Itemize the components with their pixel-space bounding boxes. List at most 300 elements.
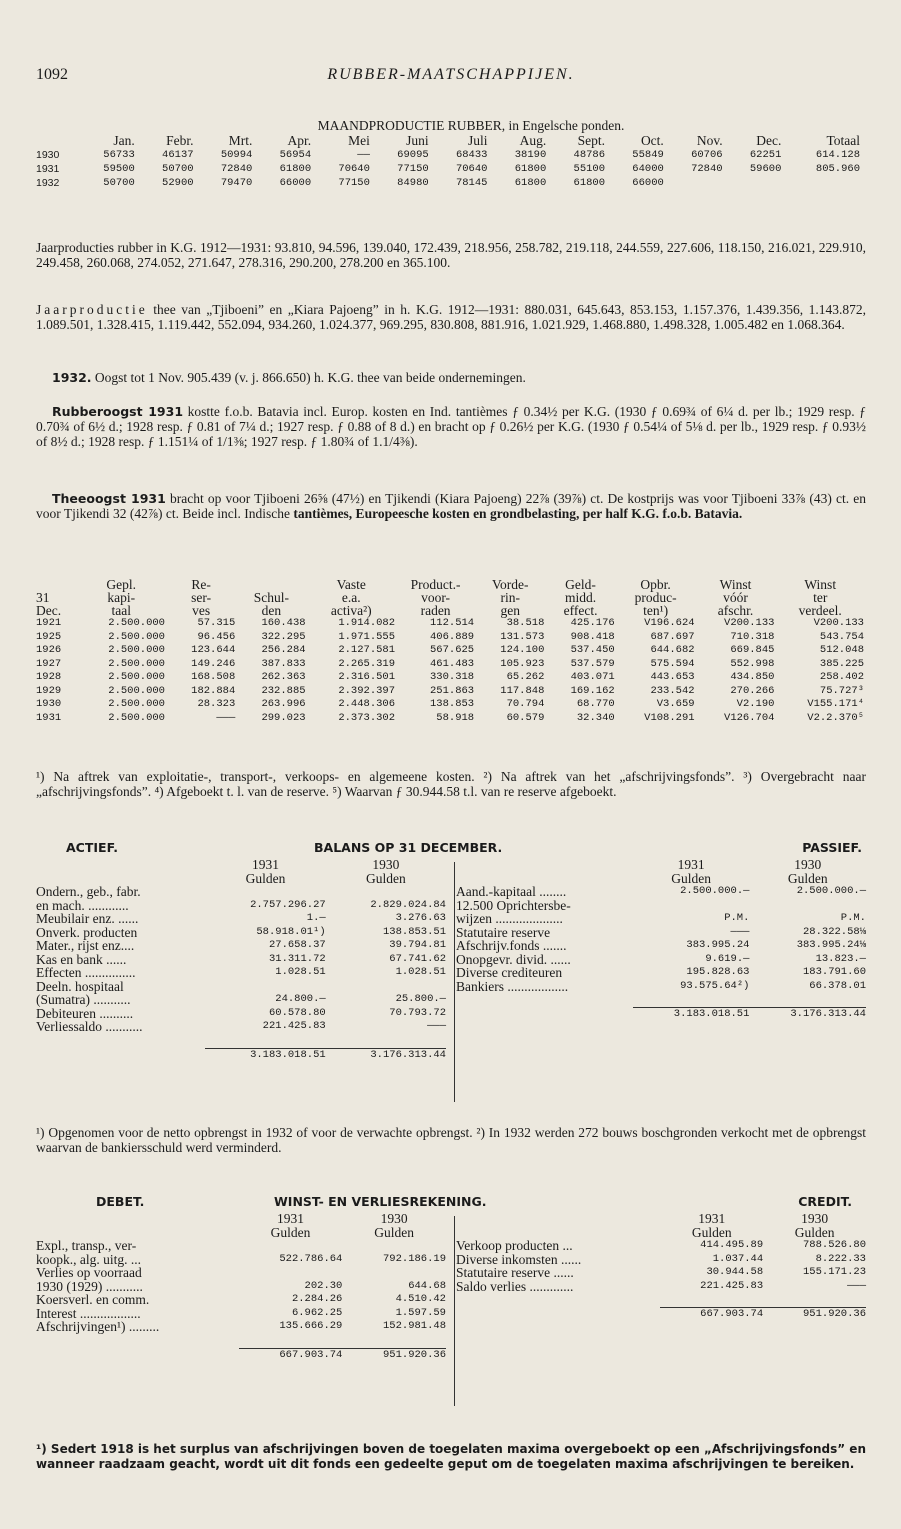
monthly-cell: 59600 xyxy=(749,163,782,175)
financial-notes: ¹) Na aftrek van exploitatie-, transport-, verkoops- en algemeene kosten. ²) Na aftrek van het „afschrijvingsfonds”. ³) Overgebracht naar „afschrijvingsfonds”. ⁴) Afgeboekt t. l. van de reserve. ⁵) Waarvan ƒ 30.944.58 t.l. van re reserve afgeboekt. xyxy=(36,769,866,799)
winst-credit-label: Verkoop producten ... xyxy=(456,1238,573,1253)
balans-passief-value: P.M. xyxy=(724,912,750,924)
financial-cell: 687.697 xyxy=(650,630,695,643)
balans-passief-unit: Gulden xyxy=(787,870,828,886)
financial-cell: V108.291 xyxy=(644,711,695,724)
balans-passief-value: ——— xyxy=(730,925,750,938)
financial-cell: V126.704 xyxy=(724,711,775,724)
monthly-column-header: Jan. xyxy=(113,133,135,148)
monthly-cell xyxy=(787,176,866,190)
financial-year: 1925 xyxy=(36,630,62,643)
winst-credit-gap xyxy=(456,1293,866,1308)
balans-passief-label: Aand.-kapitaal ........ xyxy=(456,884,567,899)
monthly-cell: 50700 xyxy=(162,163,194,175)
thee-body: thee van „Tjiboeni” en „Kiara Pajoeng” in h. K.G. 1912—1931: 880.031, 645.643, 853.153, 1.157.376, 1.439.356, 1.143.872, 1.089.501, 1.328.415, 1.119.442, 552.094, 934.260, 1.024.377, 969.295, 830.808, 881.916, 1.021.929, 1.468.880, 1.498.328, 1.005.482 en 1.068.364. xyxy=(36,302,866,332)
balans-passief-value xyxy=(633,899,750,913)
monthly-title: MAANDPRODUCTIE RUBBER, in Engelsche ponden. xyxy=(317,118,625,133)
balans-passief-value: 93.575.64²) xyxy=(680,979,750,992)
monthly-year: 1931 xyxy=(36,163,60,175)
financial-cell: 2.127.581 xyxy=(338,644,396,656)
winst-credit-row xyxy=(456,1239,866,1253)
balans-actief-row xyxy=(36,980,446,994)
balans-actief-label: Ondern., geb., fabr. xyxy=(36,884,141,899)
financial-cell: 710.318 xyxy=(730,630,775,643)
balans-notes: ¹) Opgenomen voor de netto opbrengst in 1932 of voor de verwachte opbrengst. ²) In 1932 werden 272 bouws boschgronden verkocht met de opbrengst waarvan de bankiersschuld werd verminderd. xyxy=(36,1125,866,1155)
financial-row xyxy=(36,658,866,672)
monthly-cell: 48786 xyxy=(573,149,606,161)
financial-cell: 2.500.000 xyxy=(108,698,165,710)
thee-lead: Jaarproductie xyxy=(36,302,148,317)
financial-cell: 512.048 xyxy=(819,644,864,656)
financial-header-cell: Product.- xyxy=(410,577,461,592)
winst-debet-spacer xyxy=(36,1212,239,1226)
balans-actief-value: 3.276.63 xyxy=(395,912,446,924)
financial-cell: 2.392.397 xyxy=(338,684,396,697)
financial-cell: 182.884 xyxy=(191,684,236,697)
winst-debet-row xyxy=(36,1293,446,1307)
financial-cell: 2.500.000 xyxy=(108,630,165,643)
financial-cell: 403.071 xyxy=(570,671,615,683)
balans-actief-value xyxy=(205,885,325,899)
balans-actief-row xyxy=(36,885,446,899)
financial-cell: 32.340 xyxy=(576,711,615,724)
balans-actief-value: 39.794.81 xyxy=(389,939,446,951)
monthly-cell: 805.960 xyxy=(815,163,860,175)
monthly-cell xyxy=(670,176,729,190)
rubberoogst-body: kostte f.o.b. Batavia incl. Europ. kosten en Ind. tantièmes ƒ 0.34½ per K.G. (1930 ƒ 0.69¾ of 6¼ d. per lb.; 1929 resp. ƒ 0.70¾ of 6½ d.; 1928 resp. ƒ 0.81 of 7¼ d.; 1927 resp. ƒ 0.88 of 8 d.) en bracht op ƒ 0.26½ per K.G. (1930 ƒ 0.54¼ of 5⅛ d. per lb., 1929 resp. ƒ 0.93½ of 8½ d.; 1928 resp. ƒ 1.151¼ of 1/1⅜; 1927 resp. ƒ 1.80¾ of 1.1/4⅜). xyxy=(36,404,866,449)
balans-passief-row xyxy=(456,980,866,994)
financial-cell: 2.316.501 xyxy=(338,671,396,683)
monthly-cell: 614.128 xyxy=(815,149,860,161)
financial-header-cell: ter xyxy=(813,590,828,605)
financial-cell: 387.833 xyxy=(261,657,306,670)
financial-header-cell: Winst xyxy=(719,577,752,592)
financial-cell: 68.770 xyxy=(576,698,615,710)
monthly-cell: 60706 xyxy=(691,149,723,161)
balans-passief-value: 383.995.24 xyxy=(686,939,750,951)
financial-header-cell: produc- xyxy=(634,590,677,605)
winst-credit-spacer xyxy=(456,1212,660,1226)
balans-actief-value: 27.658.37 xyxy=(268,939,326,951)
balans-actief-label: Meubilair enz. ...... xyxy=(36,911,139,926)
balans-actief-value: 2.829.024.84 xyxy=(370,898,446,911)
monthly-cell: 50700 xyxy=(103,177,135,189)
winst-credit-value: 155.171.23 xyxy=(802,1266,866,1278)
balans-section xyxy=(36,840,866,1120)
financial-body xyxy=(36,617,866,725)
financial-header-cell: vóór xyxy=(723,590,748,605)
balans-actief-spacer xyxy=(36,872,205,886)
monthly-cell: 59500 xyxy=(103,163,135,175)
financial-cell: 2.448.306 xyxy=(338,698,396,710)
balans-actief-row xyxy=(36,953,446,967)
winst-debet-value xyxy=(342,1266,446,1280)
winst-debet-value: 152.981.48 xyxy=(382,1320,446,1332)
financial-header-cell: raden xyxy=(420,603,451,618)
balans-actief-label: Debiteuren .......... xyxy=(36,1005,134,1021)
winst-debet-row xyxy=(36,1266,446,1280)
financial-cell: 2.500.000 xyxy=(108,671,165,683)
winst-debet-value: 4.510.42 xyxy=(395,1293,446,1305)
balans-passief-gap xyxy=(456,993,866,1008)
winst-debet-label: Koersverl. en comm. xyxy=(36,1292,150,1307)
winst-debet-label: 1930 (1929) ........... xyxy=(36,1278,143,1294)
monthly-column-header: Mrt. xyxy=(228,133,253,148)
balans-passief-label: Bankiers .................. xyxy=(456,978,569,994)
theeoogst-bold: tantièmes, Europeesche kosten en grondbelasting, per half K.G. f.o.b. Batavia. xyxy=(293,506,743,521)
financial-cell: 537.579 xyxy=(570,657,615,670)
balans-actief-spacer xyxy=(36,858,205,872)
winst-debet-label: Verlies op voorraad xyxy=(36,1265,142,1280)
financial-cell: 299.023 xyxy=(261,711,306,724)
page-header xyxy=(36,66,866,90)
balans-actief-value: 70.793.72 xyxy=(389,1006,446,1019)
winst-credit-unit: Gulden xyxy=(691,1224,732,1240)
winst-debet-total: 667.903.74 xyxy=(239,1348,343,1362)
balans-actief-year: 1931 xyxy=(252,857,280,872)
balans-passief-value xyxy=(749,899,866,913)
balans-passief-unit: Gulden xyxy=(671,870,712,886)
monthly-cell: 79470 xyxy=(220,177,253,189)
winst-credit-value: 414.495.89 xyxy=(700,1239,764,1251)
balans-passief-label: wijzen .................... xyxy=(456,911,563,926)
financial-cell: 1.914.082 xyxy=(338,617,396,629)
balans-actief-unit: Gulden xyxy=(365,870,406,886)
balans-left-title: ACTIEF. xyxy=(66,840,119,855)
financial-header-cell: effect. xyxy=(563,603,598,618)
balans-actief-label: Effecten ............... xyxy=(36,965,136,980)
balans-actief-table xyxy=(36,858,446,1062)
financial-cell: 160.438 xyxy=(261,617,306,629)
monthly-cell: 70640 xyxy=(455,163,488,175)
monthly-cell: 38190 xyxy=(514,149,547,161)
balans-actief-value: 24.800.— xyxy=(275,993,326,1005)
winst-center-title: WINST- EN VERLIESREKENING. xyxy=(274,1194,487,1209)
balans-actief-row xyxy=(36,1020,446,1034)
balans-passief-year: 1930 xyxy=(794,857,822,872)
financial-cell: 96.456 xyxy=(197,630,236,643)
monthly-cell: 55849 xyxy=(632,149,664,161)
balans-actief-value: 221.425.83 xyxy=(262,1020,326,1032)
financial-header-cell: voor- xyxy=(421,590,451,605)
monthly-column-header: Aug. xyxy=(519,133,547,148)
rubberoogst-lead: Rubberoogst 1931 xyxy=(52,404,184,419)
monthly-year: 1932 xyxy=(36,177,60,189)
financial-cell: 567.625 xyxy=(430,644,475,656)
balans-actief-value: 67.741.62 xyxy=(389,952,446,965)
winst-debet-total-row xyxy=(36,1348,446,1362)
financial-cell: 461.483 xyxy=(430,657,475,670)
financial-cell: 70.794 xyxy=(506,698,545,710)
balans-passief-total: 3.183.018.51 xyxy=(633,1008,750,1022)
balans-heading xyxy=(36,840,866,858)
winst-debet-value xyxy=(342,1239,446,1253)
financial-year: 1926 xyxy=(36,644,62,656)
winst-debet-label: Interest .................. xyxy=(36,1305,141,1321)
monthly-table xyxy=(36,134,866,190)
financial-cell: 124.100 xyxy=(500,644,545,656)
financial-cell: 434.850 xyxy=(730,671,775,683)
financial-header-cell: activa²) xyxy=(330,603,372,618)
financial-header-cell: rin- xyxy=(500,590,520,605)
financial-cell: 60.579 xyxy=(506,711,545,724)
monthly-cell: 61800 xyxy=(514,163,547,175)
monthly-column-header: Febr. xyxy=(166,133,194,148)
winst-debet-row xyxy=(36,1307,446,1321)
balans-passief-label: Statutaire reserve xyxy=(456,924,551,940)
winst-credit-total: 951.920.36 xyxy=(763,1308,866,1322)
financial-cell: 669.845 xyxy=(730,644,775,656)
financial-cell: V200.133 xyxy=(724,617,775,629)
monthly-cell: 52900 xyxy=(162,177,194,189)
winst-debet-spacer xyxy=(36,1348,239,1362)
monthly-column-header: Mei xyxy=(348,133,370,148)
financial-cell: 2.373.302 xyxy=(338,711,396,724)
financial-cell: ——— xyxy=(216,711,236,724)
monthly-column-header: Oct. xyxy=(640,133,664,148)
winst-credit-body xyxy=(456,1212,866,1322)
financial-cell: 112.514 xyxy=(430,617,475,629)
financial-cell: 28.323 xyxy=(197,698,236,710)
balans-passief-row xyxy=(456,953,866,967)
monthly-cell xyxy=(729,176,788,190)
winst-heading xyxy=(36,1194,866,1212)
winst-credit-value: 221.425.83 xyxy=(700,1279,764,1292)
winst-right-title: CREDIT. xyxy=(798,1194,852,1209)
winst-debet-body xyxy=(36,1212,446,1362)
winst-credit-total: 667.903.74 xyxy=(660,1308,763,1322)
winst-credit-total-row xyxy=(456,1308,866,1322)
financial-cell: 75.727³ xyxy=(819,684,864,697)
winst-credit-value: 1.037.44 xyxy=(712,1252,764,1265)
winst-debet-year: 1931 xyxy=(277,1211,305,1226)
balans-actief-value: 31.311.72 xyxy=(268,952,326,965)
financial-section xyxy=(36,578,866,725)
financial-header-cell: ten¹) xyxy=(643,603,669,618)
winst-credit-value: 30.944.58 xyxy=(706,1266,764,1278)
financial-cell: 38.518 xyxy=(506,617,545,629)
financial-header-cell: Opbr. xyxy=(640,577,671,592)
financial-header-cell: Vorde- xyxy=(492,577,529,592)
winst-debet-label: Expl., transp., ver- xyxy=(36,1238,137,1253)
winst-debet-value: 6.962.25 xyxy=(291,1306,343,1319)
winst-debet-spacer xyxy=(36,1226,239,1240)
monthly-cell: 77150 xyxy=(338,177,370,189)
balans-right-title: PASSIEF. xyxy=(802,840,862,855)
balans-passief-value: 183.791.60 xyxy=(802,966,866,978)
financial-cell: 169.162 xyxy=(570,684,615,697)
winst-debet-year: 1930 xyxy=(380,1211,408,1226)
balans-center-title: BALANS OP 31 DECEMBER. xyxy=(314,840,503,855)
financial-cell: 543.754 xyxy=(819,630,864,643)
balans-passief-value: 2.500.000.— xyxy=(680,885,750,897)
balans-actief-label: Kas en bank ...... xyxy=(36,951,127,967)
balans-passief-value: 13.823.— xyxy=(815,952,866,965)
financial-year: 1929 xyxy=(36,684,62,697)
winst-credit-unit-row xyxy=(456,1226,866,1240)
financial-cell: 65.262 xyxy=(506,671,545,683)
balans-passief-year-row xyxy=(456,858,866,872)
winst-debet-unit-row xyxy=(36,1226,446,1240)
financial-row xyxy=(36,631,866,645)
financial-cell: 57.315 xyxy=(197,617,236,629)
winst-credit-year: 1930 xyxy=(801,1211,829,1226)
financial-header-row xyxy=(36,604,866,617)
financial-cell: 138.853 xyxy=(430,698,475,710)
financial-header-cell: den xyxy=(261,603,282,618)
financial-header-cell: Dec. xyxy=(36,603,62,618)
balans-passief-gap-cell xyxy=(456,993,866,1008)
monthly-column-header: Apr. xyxy=(287,133,312,148)
financial-cell: 258.402 xyxy=(819,671,864,683)
financial-header-cell: Winst xyxy=(804,577,837,592)
theeoogst-body: bracht op voor Tjiboeni 26⅝ (47½) en Tjikendi (Kiara Pajoeng) 22⅞ (39⅞) ct. De kostprijs was voor Tjiboeni 33⅞ (43) ct. en voor Tjikendi 32 (42⅞) ct. Beide incl. Indische xyxy=(36,491,867,521)
balans-passief-spacer xyxy=(456,858,633,872)
balans-actief-value xyxy=(326,885,446,899)
balans-passief-row xyxy=(456,912,866,926)
winst-debet-gap-cell xyxy=(36,1334,446,1349)
winst-debet-gap xyxy=(36,1334,446,1349)
balans-passief-label: Afschrijv.fonds ....... xyxy=(456,938,567,953)
winst-credit-year: 1931 xyxy=(698,1211,726,1226)
financial-header xyxy=(36,578,866,617)
financial-cell: 385.225 xyxy=(819,657,864,670)
balans-actief-year: 1930 xyxy=(372,857,400,872)
balans-actief-value: 1.028.51 xyxy=(275,966,326,978)
financial-year: 1928 xyxy=(36,671,62,683)
balans-actief-label: (Sumatra) ........... xyxy=(36,992,131,1007)
monthly-column-header: Dec. xyxy=(756,133,782,148)
winst-credit-spacer xyxy=(456,1308,660,1322)
balans-actief-total: 3.183.018.51 xyxy=(205,1048,325,1062)
financial-cell: 105.923 xyxy=(500,657,545,670)
monthly-column-header: Sept. xyxy=(577,133,606,148)
financial-cell: 908.418 xyxy=(570,630,615,643)
winst-debet-value xyxy=(239,1239,343,1253)
winst-credit-value: 8.222.33 xyxy=(815,1252,866,1265)
winst-debet-table xyxy=(36,1212,446,1362)
balans-passief-spacer xyxy=(456,872,633,886)
monthly-row xyxy=(36,162,866,176)
balans-actief-value: 1.— xyxy=(306,912,326,924)
financial-cell: V155.171⁴ xyxy=(807,698,864,710)
balans-actief-total: 3.176.313.44 xyxy=(326,1048,446,1062)
monthly-cell: 70640 xyxy=(338,163,370,175)
financial-row xyxy=(36,698,866,712)
oogst-1932-lead: 1932. xyxy=(52,370,92,385)
winst-debet-value: 522.786.64 xyxy=(279,1252,343,1265)
thee-production-text xyxy=(36,302,866,332)
financial-header-cell: Vaste xyxy=(336,577,366,592)
winst-debet-value: 792.186.19 xyxy=(382,1252,446,1265)
financial-header-cell: midd. xyxy=(564,590,597,605)
balans-actief-label: Verliessaldo ........... xyxy=(36,1019,143,1034)
winst-credit-spacer xyxy=(456,1226,660,1240)
balans-actief-row xyxy=(36,912,446,926)
winst-debet-value: 202.30 xyxy=(304,1279,343,1292)
oogst-1932-text xyxy=(52,370,866,385)
financial-cell: 232.885 xyxy=(261,684,306,697)
monthly-column-header: Nov. xyxy=(696,133,723,148)
monthly-cell: —— xyxy=(357,149,370,161)
financial-cell: 117.848 xyxy=(500,684,545,697)
financial-cell: 2.500.000 xyxy=(108,684,165,697)
winst-debet-value: 2.284.26 xyxy=(291,1293,343,1305)
balans-actief-row xyxy=(36,926,446,940)
monthly-row xyxy=(36,148,866,162)
financial-cell: 537.450 xyxy=(570,644,615,656)
financial-cell: 1.971.555 xyxy=(338,630,396,643)
balans-passief-row xyxy=(456,885,866,899)
winst-credit-year-row xyxy=(456,1212,866,1226)
financial-cell: 425.176 xyxy=(570,617,615,629)
winst-credit-value: ——— xyxy=(847,1279,866,1292)
winst-credit-row xyxy=(456,1280,866,1294)
financial-cell: 58.918 xyxy=(436,711,475,724)
financial-cell: 131.573 xyxy=(500,630,545,643)
balans-passief-value: P.M. xyxy=(840,912,866,924)
financial-header-cell: taal xyxy=(111,603,131,618)
financial-table xyxy=(36,578,866,725)
balans-actief-unit: Gulden xyxy=(245,870,286,886)
financial-header-cell: gen xyxy=(500,603,520,618)
winst-debet-label: Afschrijvingen¹) ......... xyxy=(36,1319,160,1334)
monthly-cell: 56733 xyxy=(103,149,135,161)
financial-header-cell: 31 xyxy=(36,590,50,605)
financial-cell: 251.863 xyxy=(430,684,475,697)
balans-actief-row xyxy=(36,899,446,913)
financial-cell: 263.996 xyxy=(261,698,306,710)
financial-cell: 443.653 xyxy=(650,671,695,683)
financial-header-cell: Geld- xyxy=(565,577,596,592)
monthly-cell: 62251 xyxy=(749,149,782,161)
page-title: RUBBER-MAATSCHAPPIJEN. xyxy=(327,66,575,83)
balans-actief-value: 25.800.— xyxy=(395,993,446,1005)
winst-credit-unit: Gulden xyxy=(794,1224,835,1240)
winst-debet-row xyxy=(36,1239,446,1253)
balans-passief-value: 66.378.01 xyxy=(809,979,866,992)
balans-actief-body xyxy=(36,858,446,1062)
balans-passief-label: Onopgevr. divid. ...... xyxy=(456,951,571,967)
financial-cell: 552.998 xyxy=(730,657,775,670)
balans-passief-value: 195.828.63 xyxy=(686,966,750,978)
financial-cell: 149.246 xyxy=(191,657,236,670)
theeoogst-lead: Theeoogst 1931 xyxy=(52,491,166,506)
balans-actief-label: Onverk. producten xyxy=(36,924,138,940)
monthly-cell: 66000 xyxy=(279,177,312,189)
balans-passief-total-row xyxy=(456,1008,866,1022)
monthly-cell: 84980 xyxy=(397,177,429,189)
financial-row xyxy=(36,712,866,726)
financial-year: 1927 xyxy=(36,657,62,670)
balans-actief-total-row xyxy=(36,1048,446,1062)
financial-cell: 2.500.000 xyxy=(108,617,165,629)
balans-passief-value: 28.322.58⅛ xyxy=(802,925,866,938)
financial-header-cell: ves xyxy=(192,603,211,618)
monthly-cell: 55100 xyxy=(573,163,606,175)
balans-passief-unit-row xyxy=(456,872,866,886)
balans-passief-row xyxy=(456,939,866,953)
winst-debet-row xyxy=(36,1280,446,1294)
monthly-column-header: Totaal xyxy=(826,133,860,148)
financial-row xyxy=(36,644,866,658)
balans-actief-value: 1.028.51 xyxy=(395,966,446,978)
winst-debet-unit: Gulden xyxy=(270,1224,311,1240)
balans-passief-year: 1931 xyxy=(677,857,705,872)
balans-actief-value: 60.578.80 xyxy=(268,1006,326,1019)
balans-actief-spacer xyxy=(36,1048,205,1062)
financial-row xyxy=(36,671,866,685)
